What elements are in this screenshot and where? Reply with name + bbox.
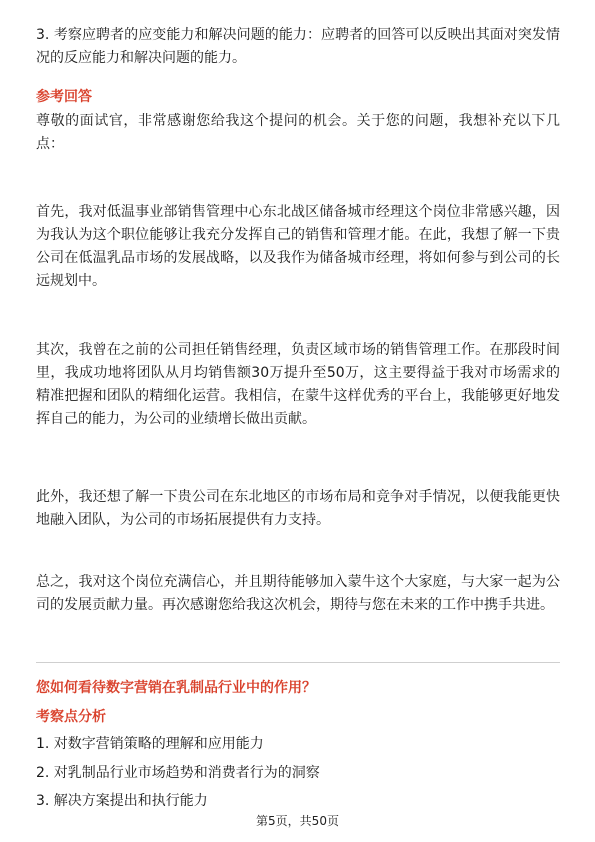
analysis-point-2: 2. 对乳制品行业市场趋势和消费者行为的洞察 (36, 765, 320, 781)
reference-answer-heading: 参考回答 (36, 89, 92, 105)
answer-paragraph-1: 尊敬的面试官，非常感谢您给我这个提问的机会。关于您的问题，我想补充以下几点： (36, 113, 560, 152)
question-title: 您如何看待数字营销在乳制品行业中的作用？ (36, 680, 316, 696)
answer-paragraph-5: 总之，我对这个岗位充满信心，并且期待能够加入蒙牛这个大家庭，与大家一起为公司的发展贡献力量。再次感谢您给我这次机会，期待与您在未来的工作中携手共进。 (36, 574, 560, 613)
analysis-point-1: 1. 对数字营销策略的理解和应用能力 (36, 736, 264, 752)
section-divider (36, 662, 560, 663)
analysis-point-3: 3. 解决方案提出和执行能力 (36, 793, 208, 809)
answer-paragraph-4: 此外，我还想了解一下贵公司在东北地区的市场布局和竞争对手情况，以便我能更快地融入团队，为公司的市场拓展提供有力支持。 (36, 489, 560, 528)
intro-point: 3. 考察应聘者的应变能力和解决问题的能力：应聘者的回答可以反映出其面对突发情况的反应能力和解决问题的能力。 (36, 27, 560, 66)
answer-paragraph-3: 其次，我曾在之前的公司担任销售经理，负责区域市场的销售管理工作。在那段时间里，我成功地将团队从月均销售额30万提升至50万，这主要得益于我对市场需求的精准把握和团队的精细化运营。我相信，在蒙牛这样优秀的平台上，我能够更好地发挥自己的能力，为公司的业绩增长做出贡献。 (36, 342, 560, 427)
page-number: 第5页，共50页 (256, 814, 339, 828)
analysis-heading: 考察点分析 (36, 709, 106, 725)
answer-paragraph-2: 首先，我对低温事业部销售管理中心东北战区储备城市经理这个岗位非常感兴趣，因为我认为这个职位能够让我充分发挥自己的销售和管理才能。在此，我想了解一下贵公司在低温乳品市场的发展战略，以及我作为储备城市经理，将如何参与到公司的长远规划中。 (36, 204, 560, 289)
